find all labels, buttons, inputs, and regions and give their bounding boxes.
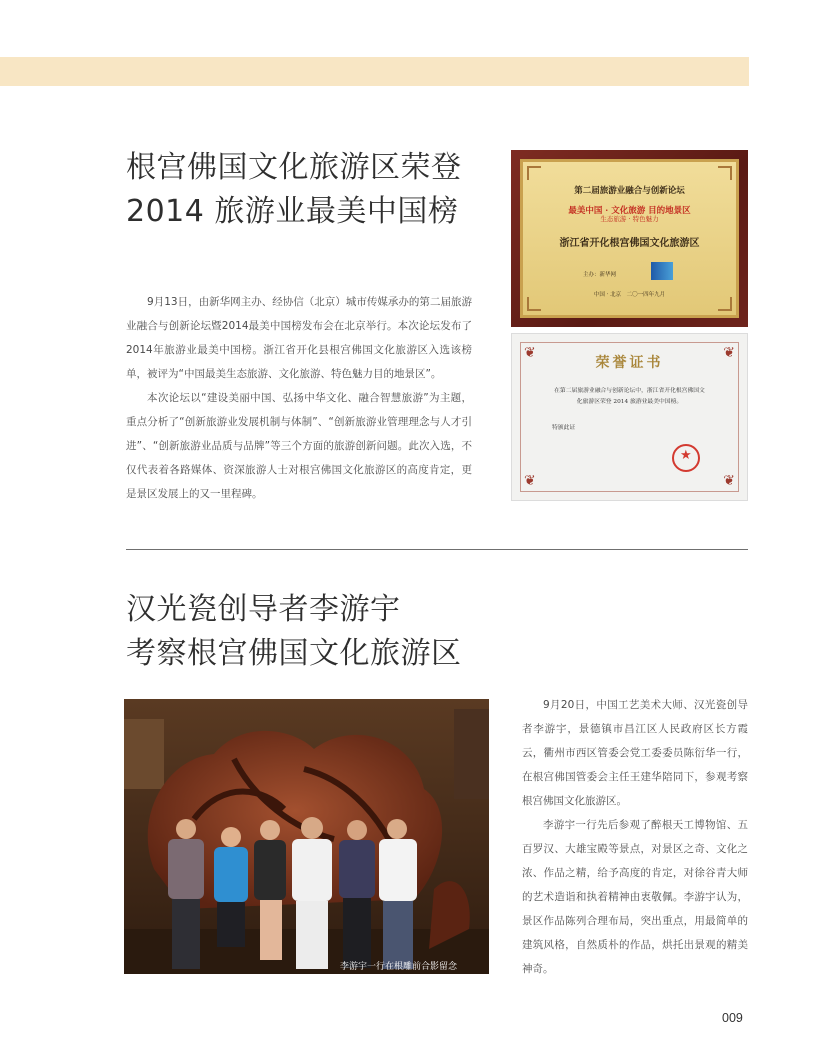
flourish-icon: ❦ xyxy=(723,473,735,489)
flourish-icon: ❦ xyxy=(524,345,536,361)
group-photo-illustration xyxy=(124,699,489,974)
certificate-title: 荣誉证书 xyxy=(595,355,664,371)
flourish-icon: ❦ xyxy=(723,345,735,361)
plaque-corner-ornament xyxy=(527,297,541,311)
certificate-note: 特颁此证 xyxy=(552,425,576,431)
article2-headline-line1: 汉光瓷创导者李游宇 xyxy=(126,592,401,627)
flourish-icon: ❦ xyxy=(524,473,536,489)
article2-headline-line2: 考察根宫佛国文化旅游区 xyxy=(126,636,462,671)
plaque-face xyxy=(520,159,739,318)
plaque-corner-ornament xyxy=(718,297,732,311)
section-divider xyxy=(126,549,748,550)
article1-headline xyxy=(126,146,462,234)
article1-body xyxy=(126,290,472,506)
article2-paragraph: 李游宇一行先后参观了醉根天工博物馆、五百罗汉、大雄宝殿等景点，对景区之奇、文化之浓、作品之精，给予高度的肯定，对徐谷青大师的艺术造诣和执着精神由衷敬佩。李游宇认为，景区作品陈列合理布局，突出重点，用最简单的建筑风格，自然质朴的作品，烘托出景观的精美神奇。 xyxy=(522,819,748,975)
plaque-forum-title: 第二届旅游业融合与创新论坛 xyxy=(574,186,685,196)
certificate-text: 在第二届旅游业融合与创新论坛中，浙江省开化根宫佛国文化旅游区荣登 2014 旅游业最美中国榜。 xyxy=(554,388,705,405)
article1-paragraph: 9月13日，由新华网主办、经协信（北京）城市传媒承办的第二届旅游业融合与创新论坛暨2014最美中国榜发布会在北京举行。本次论坛发布了2014年旅游业最美中国榜。浙江省开化县根宫佛国文化旅游区入选该榜单，被评为“中国最美生态旅游、文化旅游、特色魅力目的地景区”。 xyxy=(126,296,472,380)
plaque-footer: 中国 · 北京 二〇一四年九月 xyxy=(593,292,666,298)
plaque-award-title: 最美中国 · 文化旅游 目的地景区 xyxy=(568,206,691,216)
plaque-winner: 浙江省开化根宫佛国文化旅游区 xyxy=(559,238,700,249)
page-number: 009 xyxy=(722,1011,743,1025)
article1-headline-line1: 根宫佛国文化旅游区荣登 xyxy=(126,150,462,185)
plaque-award-subtitle: 生态旅游 · 特色魅力 xyxy=(600,215,659,223)
plaque-corner-ornament xyxy=(718,166,732,180)
plaque-host: 主办：新华网 xyxy=(583,272,617,278)
top-color-band xyxy=(0,57,749,86)
article2-body xyxy=(522,693,748,981)
plaque-logo xyxy=(651,262,673,280)
group-photo xyxy=(124,699,489,974)
seal-stamp-icon xyxy=(672,444,700,472)
award-plaque-image xyxy=(511,150,748,327)
photo-caption: 李游宇一行在根雕前合影留念 xyxy=(340,962,458,972)
honor-certificate-image xyxy=(511,333,748,501)
article1-paragraph: 本次论坛以“建设美丽中国、弘扬中华文化、融合智慧旅游”为主题，重点分析了“创新旅游业发展机制与体制”、“创新旅游业管理理念与人才引进”、“创新旅游业品质与品牌”等三个方面的旅游创新问题。此次入选，不仅代表着各路媒体、资深旅游人士对根宫佛国文化旅游区的高度肯定，更是景区发展上的又一里程碑。 xyxy=(126,392,472,500)
article2-headline xyxy=(126,588,462,676)
article2-paragraph: 9月20日，中国工艺美术大师、汉光瓷创导者李游宇，景德镇市昌江区人民政府区长方霞云，衢州市西区管委会党工委委员陈衍华一行，在根宫佛国管委会主任王建华陪同下，参观考察根宫佛国文化旅游区。 xyxy=(522,699,748,807)
plaque-corner-ornament xyxy=(527,166,541,180)
article1-headline-line2: 2014 旅游业最美中国榜 xyxy=(126,194,459,229)
